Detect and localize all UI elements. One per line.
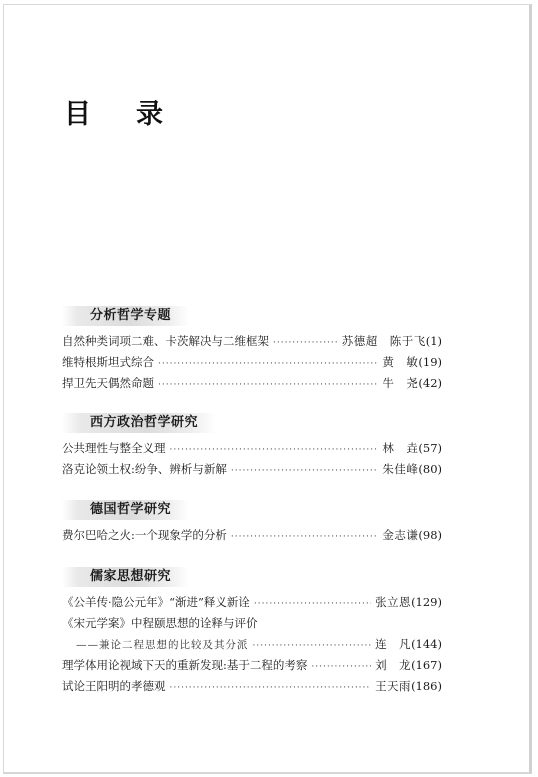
entry-author: 黄 敏 [382,355,419,369]
toc-entry[interactable] [62,373,442,394]
entry-page: (98) [418,528,442,542]
entry-title: 公共理性与整全义理 [62,441,166,455]
section-heading: 儒家思想研究 [62,567,189,587]
toc-entry[interactable] [62,613,442,634]
entry-page: (80) [418,462,442,476]
leader-dots [253,636,372,657]
toc-entry[interactable] [62,459,442,480]
entry-author: 林 垚 [382,441,419,455]
page-title [64,92,164,131]
entry-page: (186) [411,679,442,693]
entry-title: 理学体用论视域下天的重新发现:基于二程的考察 [62,658,308,672]
entry-page: (167) [411,658,442,672]
entry-title: ——兼论二程思想的比较及其分派 [76,639,249,651]
leader-dots [170,678,372,699]
entry-author: 张立恩 [375,595,412,609]
entry-author: 朱佳峰 [382,462,419,476]
entry-page: (19) [418,355,442,369]
toc-entry[interactable] [62,331,442,352]
section-heading: 西方政治哲学研究 [62,413,216,433]
entry-page: (1) [425,334,442,348]
toc-entry-subtitle[interactable] [62,634,442,655]
entry-author: 牛 尧 [382,376,419,390]
leader-dots [254,594,371,615]
leader-dots [273,333,338,354]
entry-author: 王天雨 [375,679,412,693]
toc-entry[interactable] [62,592,442,613]
leader-dots [311,657,371,678]
section-heading: 德国哲学研究 [62,500,189,520]
section-german-philosophy [62,498,442,546]
title-char-mu: 目 [64,99,92,130]
toc-entry[interactable] [62,352,442,373]
toc-entry[interactable] [62,676,442,697]
title-char-lu: 录 [136,99,164,130]
leader-dots [231,527,379,548]
leader-dots [231,461,379,482]
leader-dots [158,354,378,375]
entry-page: (144) [411,637,442,651]
section-heading: 分析哲学专题 [62,306,189,326]
entry-author: 连 凡 [375,637,412,651]
entry-title: 《公羊传·隐公元年》“渐进”释义新诠 [62,595,250,609]
entry-title: 自然种类词项二难、卡茨解决与二维框架 [62,334,269,348]
entry-title: 《宋元学案》中程颐思想的诠释与评价 [62,616,258,630]
leader-dots [170,440,379,461]
entry-title: 维特根斯坦式综合 [62,355,154,369]
entry-page: (129) [411,595,442,609]
section-western-political-philosophy [62,411,442,480]
entry-title: 洛克论领土权:纷争、辨析与新解 [62,462,227,476]
section-confucian-thought [62,565,442,697]
entry-author: 刘 龙 [375,658,412,672]
leader-dots [158,375,378,396]
entry-page: (57) [418,441,442,455]
toc-entry[interactable] [62,655,442,676]
section-analytic-philosophy [62,304,442,394]
entry-author: 金志谦 [382,528,419,542]
entry-title: 捍卫先天偶然命题 [62,376,154,390]
toc-entry[interactable] [62,438,442,459]
entry-title: 费尔巴哈之火:一个现象学的分析 [62,528,227,542]
entry-title: 试论王阳明的孝德观 [62,679,166,693]
entry-author: 苏德超 陈于飞 [341,334,426,348]
toc-entry[interactable] [62,525,442,546]
entry-page: (42) [418,376,442,390]
